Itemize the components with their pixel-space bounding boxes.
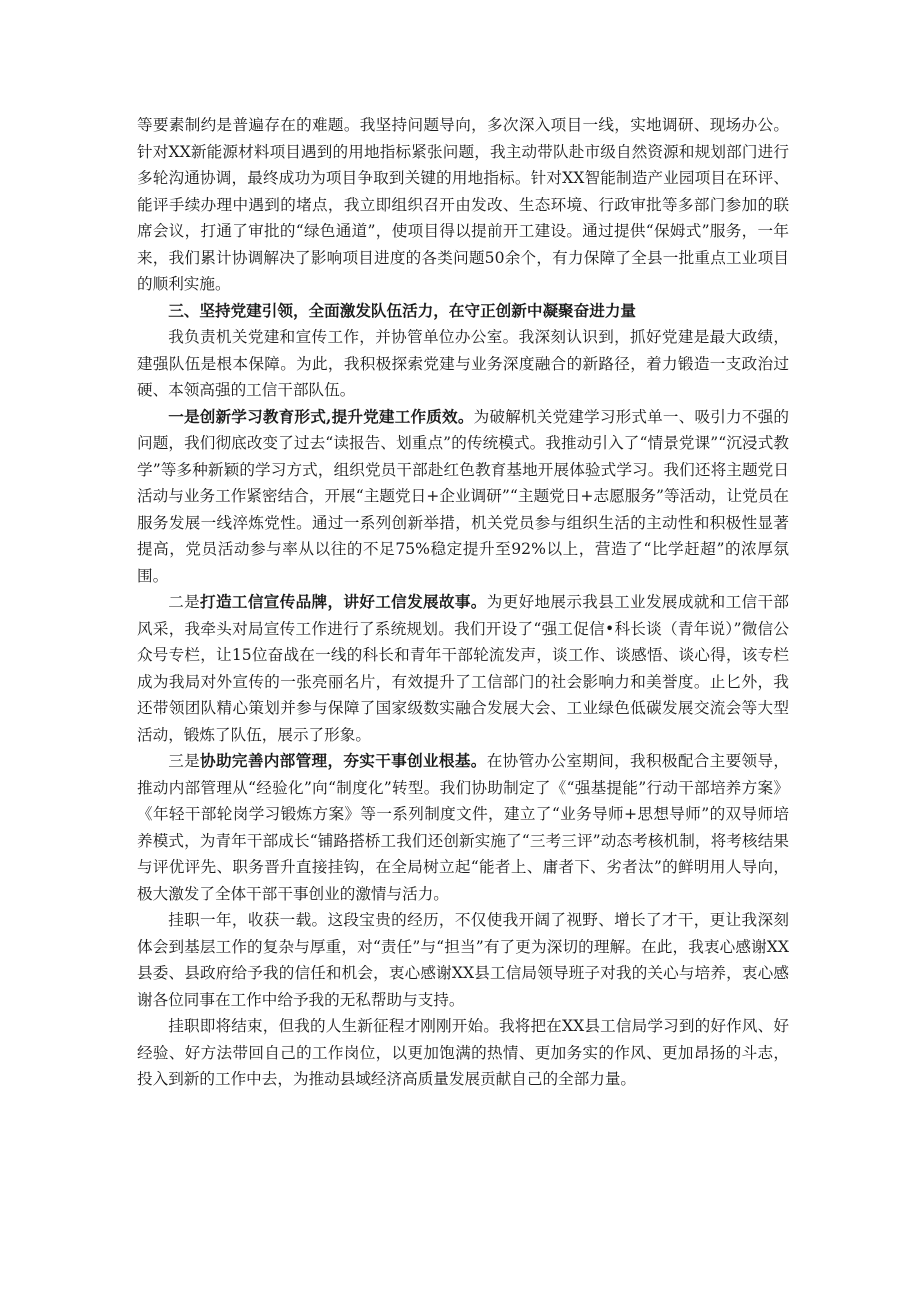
paragraph-section3-intro: 我负责机关党建和宣传工作，并协管单位办公室。我深刻认识到，抓好党建是最大政绩，建强队伍是根本保障。为此，我积极探索党建与业务深度融合的新路径，着力锻造一支政治过硬、本领高强的工信干部队伍。	[137, 328, 789, 399]
section-heading-3: 三、坚持党建引领，全面激发队伍活力，在守正创新中凝聚奋进力量	[168, 300, 637, 320]
paragraph-continuation: 等要素制约是普遍存在的难题。我坚持问题导向，多次深入项目一线，实地调研、现场办公。针对XX新能源材料项目遇到的用地指标紧张问题，我主动带队赴市级自然资源和规划部门进行多轮沟通协调，最终成功为项目争取到关键的用地指标。针对XX智能制造产业园项目在环评、能评手续办理中遇到的堵点，我立即组织召开由发改、生态环境、行政审批等多部门参加的联席会议，打通了审批的“绿色通道”，使项目得以提前开工建设。通过提供“保姆式”服务，一年来，我们累计协调解决了影响项目进度的各类问题50余个，有力保障了全县一批重点工业项目的顺利实施。	[137, 116, 789, 293]
item-3-prefix: 三是	[168, 752, 201, 770]
paragraph-summary: 挂职一年，收获一载。这段宝贵的经历，不仅使我开阔了视野、增长了才干，更让我深刻体会到基层工作的复杂与厚重，对“责任”与“担当”有了更为深切的理解。在此，我衷心感谢XX县委、县政府给予我的信任和机会，衷心感谢XX县工信局领导班子对我的关心与培养，衷心感谢各位同事在工作中给予我的无私帮助与支持。	[137, 911, 789, 1009]
item-1-lead: 一是创新学习教育形式,提升党建工作质效。	[168, 406, 474, 426]
item-2-lead: 打造工信宣传品牌，讲好工信发展故事。	[200, 592, 487, 611]
paragraph-item-3	[137, 748, 789, 907]
item-2-body: 为更好地展示我县工业发展成就和工信干部风采，我牵头对局宣传工作进行了系统规划。我们开设了“强工促信•科长谈（青年说）”微信公众号专栏，让15位奋战在一线的科长和青年干部轮流发声，谈工作、谈感悟、谈心得，该专栏成为我局对外宣传的一张亮丽名片，有效提升了工信部门的社会影响力和美誉度。止匕外，我还带领团队精心策划并参与保障了国家级数实融合发展大会、工业绿色低碳发展交流会等大型活动，锻炼了队伍，展示了形象。	[137, 593, 789, 744]
paragraph-closing: 挂职即将结束，但我的人生新征程才刚刚开始。我将把在XX县工信局学习到的好作风、好经验、好方法带回自己的工作岗位，以更加饱满的热情、更加务实的作风、更加昂扬的斗志，投入到新的工作中去，为推动县域经济高质量发展贡献自己的全部力量。	[137, 1017, 789, 1088]
item-3-body: 在协管办公室期间，我积极配合主要领导，推动内部管理从“经验化”向“制度化”转型。我们协助制定了《“强基提能”行动干部培养方案》《年轻干部轮岗学习锻炼方案》等一系列制度文件，建立了“业务导师+思想导师”的双导师培养模式，为青年干部成长“铺路搭桥工我们还创新实施了“三考三评”动态考核机制，将考核结果与评优评先、职务晋升直接挂钩，在全局树立起“能者上、庸者下、劣者汰”的鲜明用人导向，极大激发了全体干部干事创业的激情与活力。	[137, 752, 789, 903]
document-body	[137, 112, 789, 1093]
item-3-lead: 协助完善内部管理，夯实干事创业根基。	[200, 751, 487, 770]
paragraph-item-2	[137, 589, 789, 748]
item-1-body: 为破解机关党建学习形式单一、吸引力不强的问题，我们彻底改变了过去“读报告、划重点”的传统模式。我推动引入了“情景党课”“沉浸式教学”等多种新颖的学习方式，组织党员干部赴红色教育基地开展体验式学习。我们还将主题党日活动与业务工作紧密结合，开展“主题党日+企业调研”“主题党日+志愿服务”等活动，让党员在服务发展一线淬炼党性。通过一系列创新举措，机关党员参与组织生活的主动性和积极性显著提高，党员活动参与率从以往的不足75%稳定提升至92%以上，营造了“比学赶超”的浓厚氛围。	[137, 407, 789, 585]
paragraph-item-1	[137, 404, 789, 590]
item-2-prefix: 二是	[168, 593, 201, 611]
